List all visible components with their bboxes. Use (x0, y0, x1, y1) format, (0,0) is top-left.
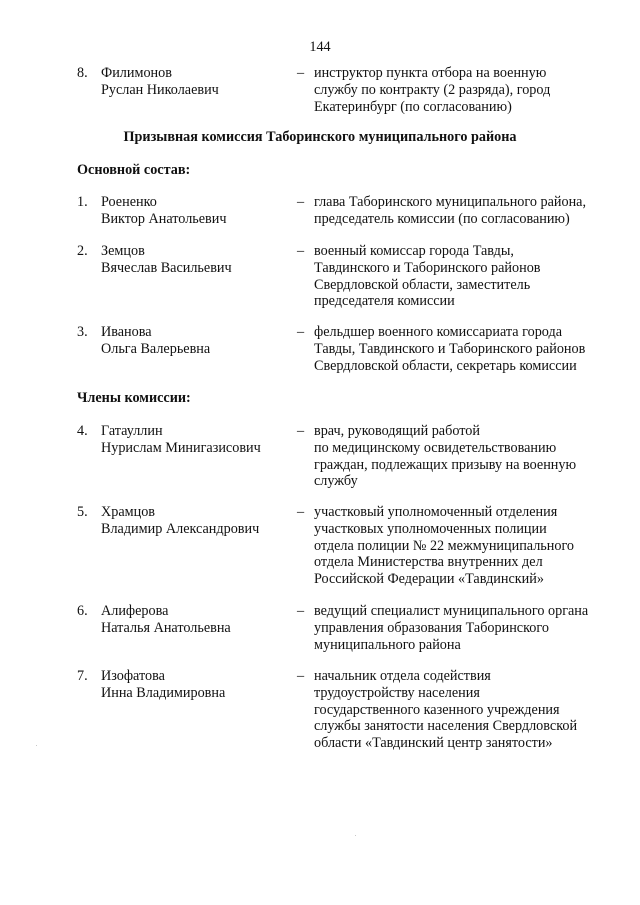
description-line: службу (314, 473, 358, 490)
description-line: Тавды, Тавдинского и Таборинского районов (314, 340, 586, 357)
scan-speck (36, 745, 37, 746)
position-description (314, 668, 624, 752)
description-line: Российской Федерации «Тавдинский» (314, 571, 544, 588)
description-line: граждан, подлежащих призыву на военную (314, 456, 577, 473)
description-line: Тавдинского и Таборинского районов (314, 259, 541, 276)
scan-speck (355, 835, 356, 836)
description-line: фельдшер военного комиссариата города (314, 324, 562, 340)
description-line: государственного казенного учреждения (314, 701, 560, 718)
given-names: Нурислам Минигазисович (101, 439, 261, 456)
item-number: 5. (77, 504, 88, 520)
item-number: 2. (77, 243, 88, 259)
person-name (101, 324, 291, 358)
description-line: участковых уполномоченных полиции (314, 520, 547, 537)
description-line: Екатеринбург (по согласованию) (314, 98, 512, 115)
description-line: управления образования Таборинского (314, 619, 549, 636)
item-number: 6. (77, 603, 88, 619)
item-number: 1. (77, 194, 88, 210)
position-description (314, 65, 624, 115)
dash: – (297, 243, 305, 259)
position-description (314, 243, 624, 310)
person-name (101, 423, 291, 457)
dash: – (297, 423, 305, 439)
surname: Гатауллин (101, 423, 163, 439)
description-line: председателя комиссии (314, 293, 455, 310)
person-name (101, 194, 291, 228)
dash: – (297, 603, 305, 619)
item-number: 7. (77, 668, 88, 684)
description-line: военный комиссар города Тавды, (314, 243, 514, 259)
dash: – (297, 194, 305, 210)
description-line: Свердловской области, секретарь комиссии (314, 357, 577, 374)
surname: Иванова (101, 324, 152, 340)
members-section-heading: Члены комиссии: (77, 390, 191, 406)
position-description (314, 504, 624, 588)
given-names: Виктор Анатольевич (101, 210, 227, 227)
surname: Храмцов (101, 504, 155, 520)
description-line: председатель комиссии (по согласованию) (314, 210, 570, 227)
description-line: участковый уполномоченный отделения (314, 504, 558, 520)
person-name (101, 504, 291, 538)
description-line: области «Тавдинский центр занятости» (314, 735, 553, 752)
person-name (101, 65, 291, 99)
description-line: по медицинскому освидетельствованию (314, 439, 557, 456)
given-names: Наталья Анатольевна (101, 619, 231, 636)
dash: – (297, 668, 305, 684)
position-description (314, 603, 624, 653)
description-line: Свердловской области, заместитель (314, 276, 531, 293)
description-line: службу по контракту (2 разряда), город (314, 81, 551, 98)
position-description (314, 324, 624, 374)
person-name (101, 603, 291, 637)
item-number: 3. (77, 324, 88, 340)
person-name (101, 668, 291, 702)
given-names: Руслан Николаевич (101, 81, 219, 98)
given-names: Вячеслав Васильевич (101, 259, 232, 276)
description-line: отдела Министерства внутренних дел (314, 554, 543, 571)
description-line: начальник отдела содействия (314, 668, 491, 684)
description-line: трудоустройству населения (314, 684, 480, 701)
dash: – (297, 504, 305, 520)
given-names: Владимир Александрович (101, 520, 260, 537)
description-line: службы занятости населения Свердловской (314, 718, 578, 735)
description-line: отдела полиции № 22 межмуниципального (314, 537, 575, 554)
surname: Алиферова (101, 603, 169, 619)
description-line: муниципального района (314, 636, 461, 653)
description-line: глава Таборинского муниципального района, (314, 194, 587, 210)
surname: Изофатова (101, 668, 165, 684)
surname: Филимонов (101, 65, 172, 81)
given-names: Инна Владимировна (101, 684, 226, 701)
dash: – (297, 324, 305, 340)
description-line: врач, руководящий работой (314, 423, 480, 439)
description-line: инструктор пункта отбора на военную (314, 65, 547, 81)
dash: – (297, 65, 305, 81)
item-number: 8. (77, 65, 88, 81)
description-line: ведущий специалист муниципального органа (314, 603, 589, 619)
person-name (101, 243, 291, 277)
item-number: 4. (77, 423, 88, 439)
position-description (314, 423, 624, 490)
main-section-heading: Основной состав: (77, 162, 191, 178)
commission-title: Призывная комиссия Таборинского муниципального района (123, 129, 517, 145)
page-number: 144 (309, 39, 331, 55)
surname: Роененко (101, 194, 157, 210)
given-names: Ольга Валерьевна (101, 340, 211, 357)
position-description (314, 194, 624, 228)
surname: Земцов (101, 243, 145, 259)
